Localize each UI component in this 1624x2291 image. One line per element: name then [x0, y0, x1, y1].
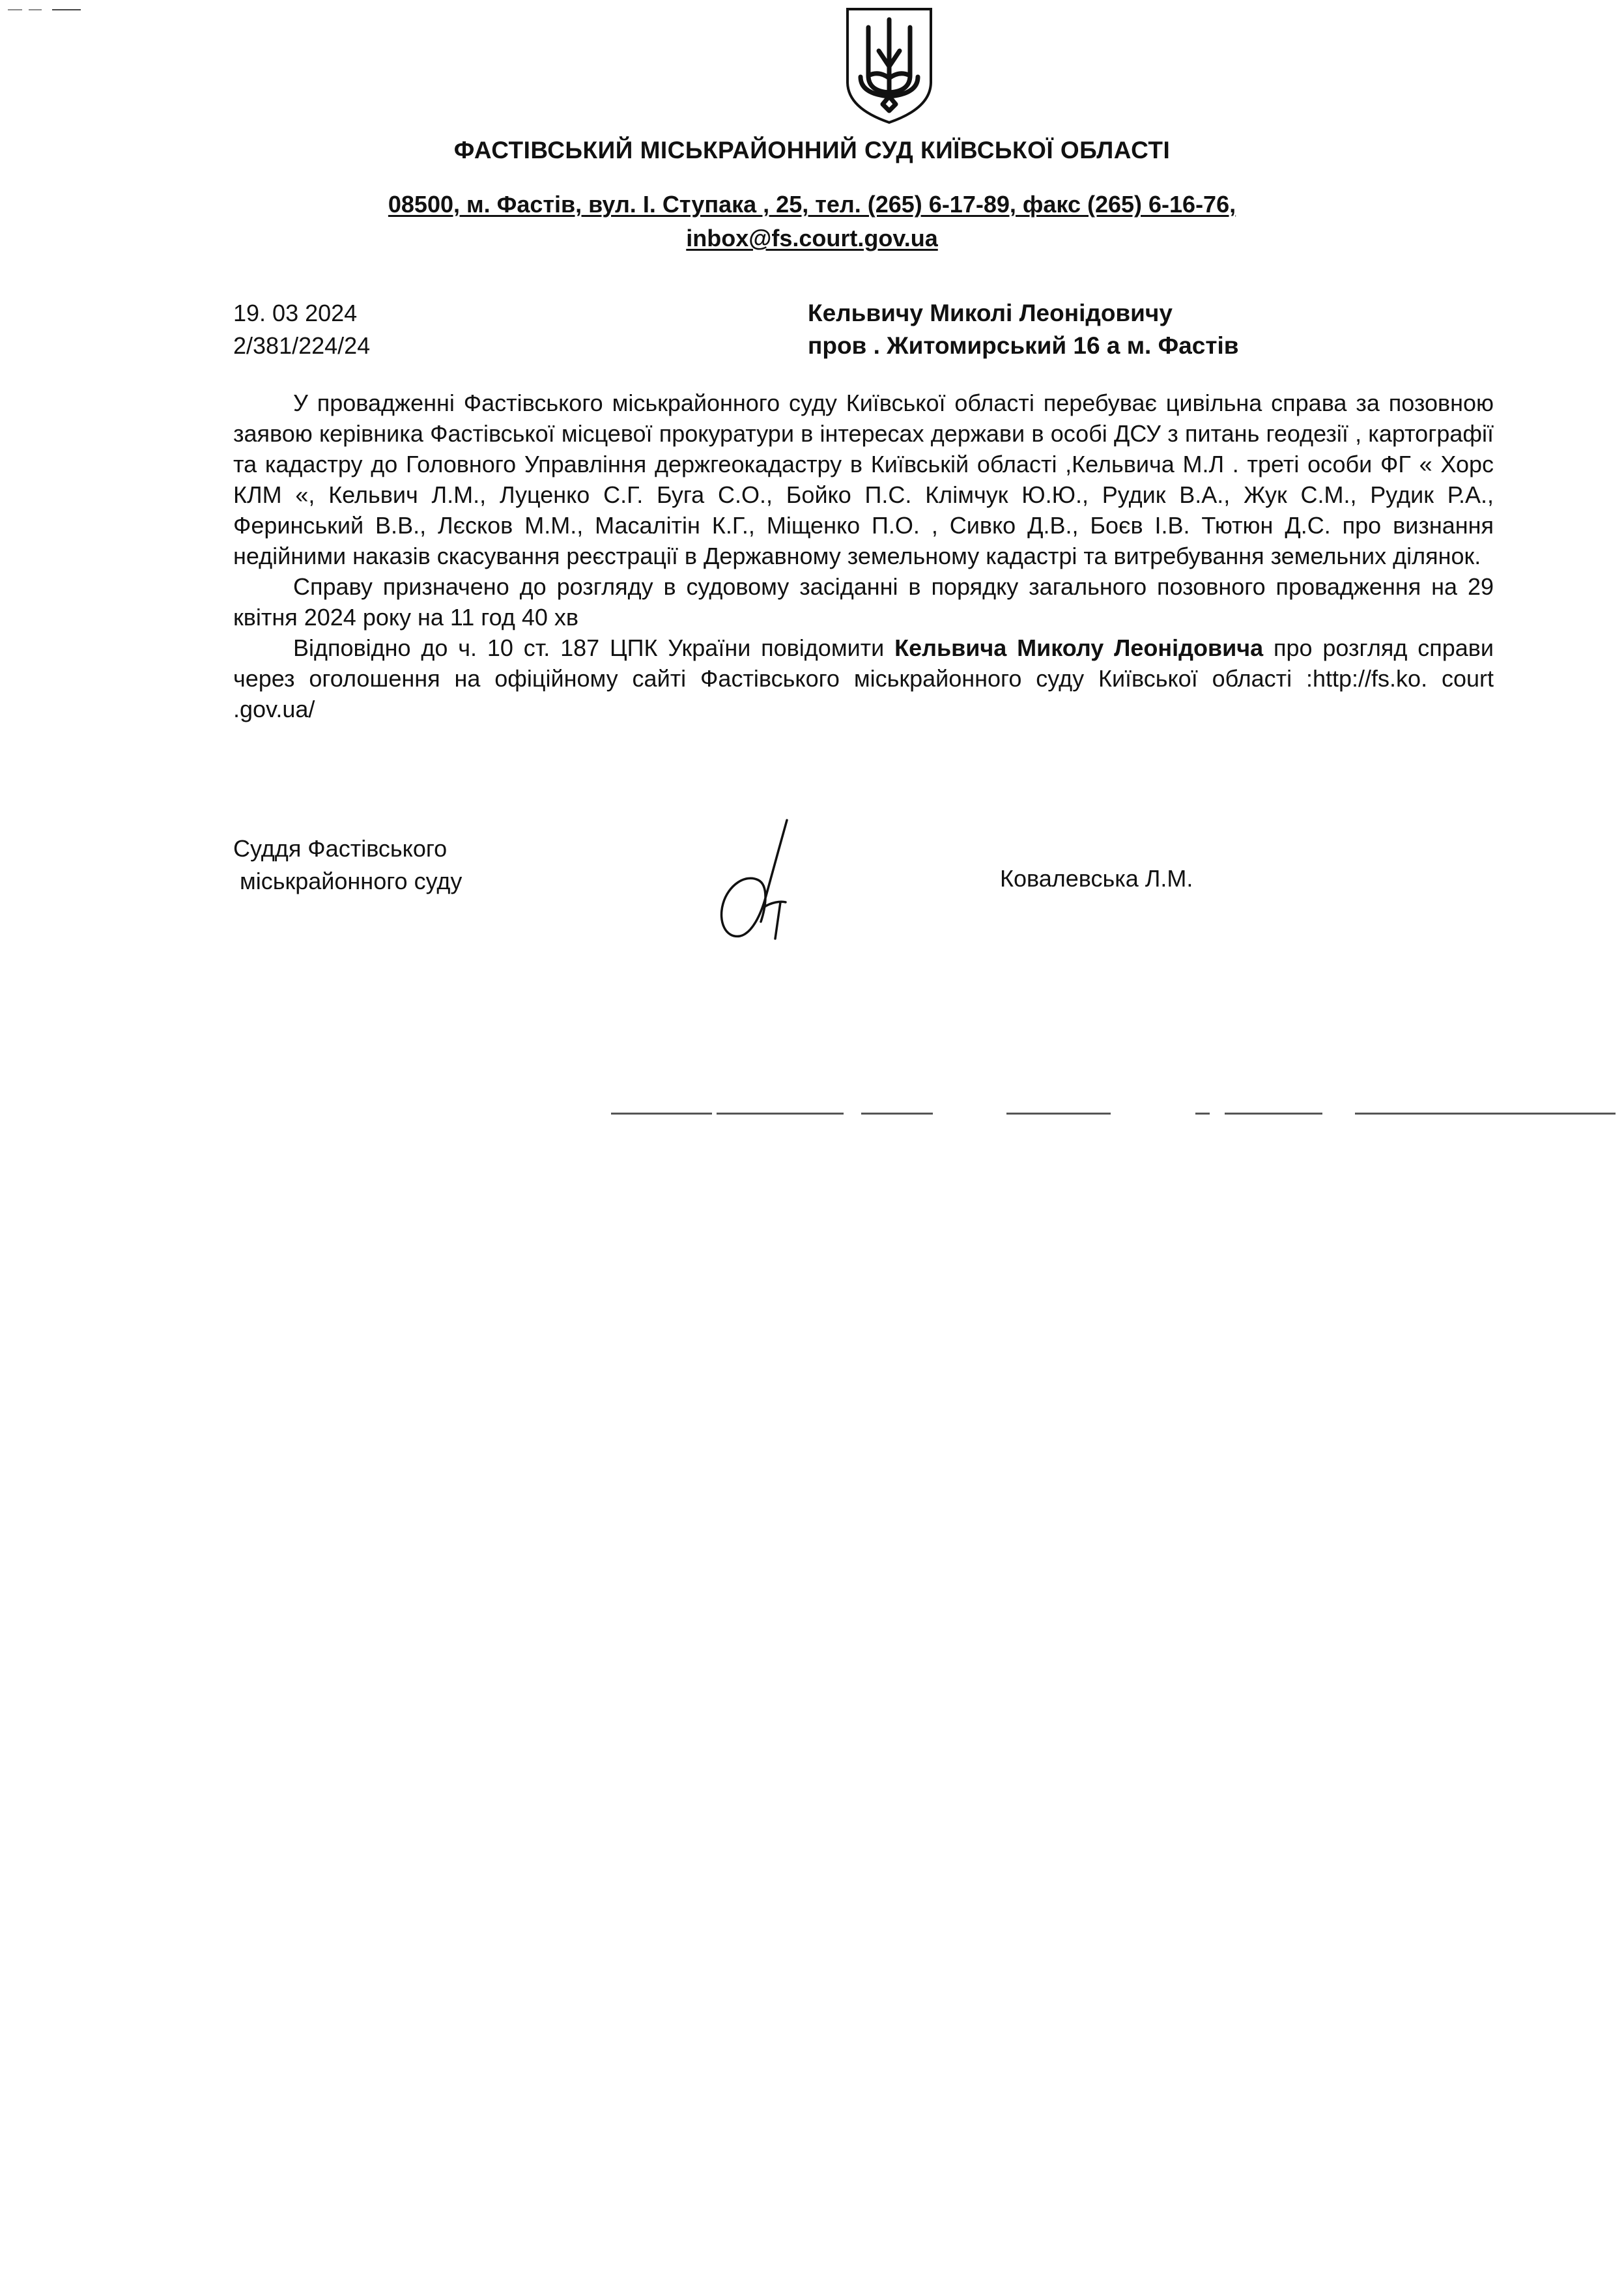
document-meta [233, 297, 370, 362]
scan-artifact [8, 9, 22, 10]
body-text: про розгляд справи через оголошення на офіційному сайті Фастівського міськрайонного суду Київської області :http://fs.ko. court .gov.ua/ [233, 634, 1494, 722]
scan-line [1195, 1113, 1210, 1115]
scan-line [1355, 1113, 1616, 1115]
signer-name: Ковалевська Л.М. [1000, 865, 1193, 892]
body-bold-name: Кельвича Миколу Леонідовича [894, 634, 1264, 661]
court-address [0, 188, 1624, 255]
signer-title [233, 832, 462, 898]
court-name: ФАСТІВСЬКИЙ МІСЬКРАЙОННИЙ СУД КИЇВСЬКОЇ ОБЛАСТІ [453, 137, 1171, 164]
addressee-address: пров . Житомирський 16 а м. Фастів [808, 332, 1239, 359]
letter-body [233, 388, 1494, 724]
scan-artifact [52, 9, 81, 10]
document-date: 19. 03 2024 [233, 300, 358, 326]
scan-line [611, 1113, 712, 1115]
court-address-line: 08500, м. Фастів, вул. І. Ступака , 25, тел. (265) 6-17-89, факс (265) 6-16-76, [388, 191, 1236, 218]
scan-artifact [29, 9, 42, 10]
scan-line [1225, 1113, 1322, 1115]
handwritten-signature [704, 818, 801, 945]
court-email: inbox@fs.court.gov.ua [686, 225, 938, 251]
scan-line [1006, 1113, 1111, 1115]
body-paragraph: Справу призначено до розгляду в судовому засіданні в порядку загального позовного провадження на 29 квітня 2024 року на 11 год 40 хв [233, 573, 1494, 631]
scan-line [717, 1113, 844, 1115]
body-paragraph: У провадженні Фастівського міськрайонного суду Київської області перебуває цивільна справа за позовною заявою керівника Фастівської місцевої прокуратури в інтересах держави в особі ДСУ з питань геодезії , картографії та кадастру до Головного Управління держгеокадастру в Київській області ,Кельвича М.Л . треті особи ФГ « Хорс КЛМ «, Кельвич Л.М., Луценко С.Г. Буга С.О., Бойко П.С. Клімчук Ю.Ю., Рудик В.А., Жук С.М., Рудик Р.А., Феринський В.В., Лєсков М.М., Масалітін К.Г., Міщенко П.О. , Сивко Д.В., Боєв І.В. Тютюн Д.С. про визнання недійними наказів скасування реєстрації в Державному земельному кадастрі та витребування земельних ділянок. [233, 390, 1494, 569]
addressee-name: Кельвичу Миколі Леонідовичу [808, 300, 1173, 326]
signer-title-line: Суддя Фастівського [233, 835, 448, 862]
document-reference: 2/381/224/24 [233, 332, 371, 359]
addressee [808, 297, 1239, 362]
scan-line [861, 1113, 933, 1115]
body-paragraph [233, 633, 1494, 724]
trident-coat-of-arms-icon [842, 5, 936, 126]
body-text: Відповідно до ч. 10 ст. 187 ЦПК України повідомити [293, 634, 895, 661]
signer-title-line: міськрайонного суду [240, 868, 463, 894]
